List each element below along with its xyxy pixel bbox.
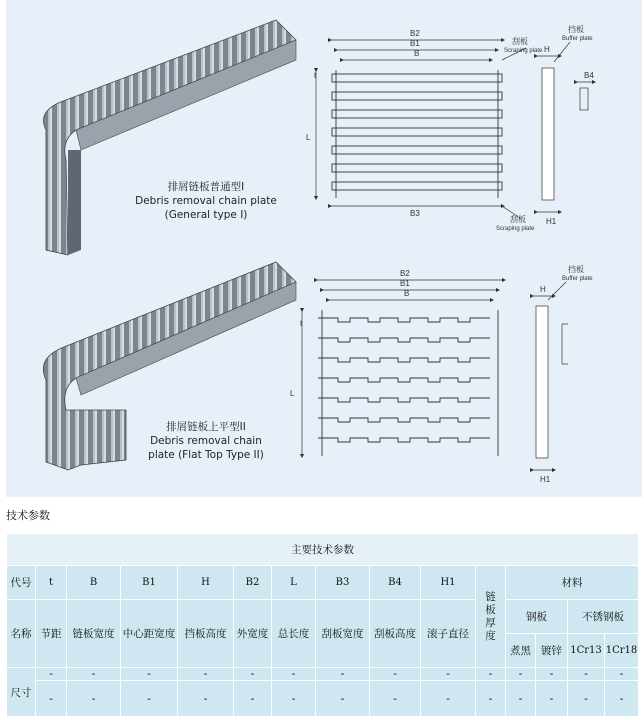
size-row-label: 尺寸	[7, 668, 36, 717]
svg-text:Buffer plate: Buffer plate	[562, 276, 593, 282]
size-cell: -	[421, 681, 476, 717]
name-cell: 滚子直径	[421, 600, 476, 668]
size-cell: -	[421, 668, 476, 681]
svg-text:Buffer plate: Buffer plate	[562, 36, 593, 42]
code-cell: B4	[370, 566, 421, 600]
size-cell: -	[67, 681, 121, 717]
size-cell: -	[272, 668, 316, 681]
steel-plate-header: 钢板	[506, 600, 568, 634]
size-cell: -	[121, 681, 178, 717]
svg-text:H: H	[540, 285, 546, 294]
parameter-table	[6, 533, 639, 717]
code-cell: B	[67, 566, 121, 600]
material-cell: 镀锌	[536, 634, 568, 668]
code-cell: B2	[234, 566, 272, 600]
section-title: 技术参数	[6, 509, 50, 522]
name-cell: 中心距宽度	[121, 600, 178, 668]
size-cell: -	[67, 668, 121, 681]
name-cell: 外宽度	[234, 600, 272, 668]
size-cell: -	[316, 668, 370, 681]
size-cell: -	[605, 681, 639, 717]
code-cell: L	[272, 566, 316, 600]
chain-drawing	[6, 0, 642, 497]
name-cell: 链板宽度	[67, 600, 121, 668]
size-cell: -	[476, 681, 506, 717]
size-cell: -	[568, 668, 605, 681]
type2-caption: 排屑链板上平型II Debris removal chain plate (Flat Top Type II)	[148, 421, 264, 461]
svg-text:B: B	[414, 49, 420, 58]
svg-text:L: L	[306, 133, 311, 142]
technical-drawing-type1	[316, 40, 594, 218]
svg-text:H: H	[544, 45, 550, 54]
technical-drawing-type2	[302, 280, 568, 470]
code-cell: B1	[121, 566, 178, 600]
size-cell: -	[121, 668, 178, 681]
svg-text:Scraping plate: Scraping plate	[496, 226, 535, 232]
size-cell: -	[36, 681, 67, 717]
size-cell: -	[178, 668, 234, 681]
type1-caption: 排屑链板普通型I Debris removal chain plate (General type I)	[135, 181, 277, 221]
svg-text:B: B	[404, 289, 410, 298]
svg-text:L: L	[290, 389, 295, 398]
svg-text:B3: B3	[410, 209, 420, 218]
size-cell: -	[370, 681, 421, 717]
size-cell: -	[536, 668, 568, 681]
size-cell: -	[178, 681, 234, 717]
stainless-plate-header: 不锈钢板	[568, 600, 639, 634]
material-cell: 1Cr13	[568, 634, 605, 668]
material-cell: 煮黑	[506, 634, 536, 668]
thickness-header: 链板厚度	[476, 566, 506, 668]
name-cell: 刮板宽度	[316, 600, 370, 668]
material-header: 材料	[506, 566, 639, 600]
size-cell: -	[476, 668, 506, 681]
table-title: 主要技术参数	[7, 534, 639, 566]
size-cell: -	[506, 681, 536, 717]
size-cell: -	[506, 668, 536, 681]
svg-text:B1: B1	[400, 279, 410, 288]
svg-text:B2: B2	[400, 269, 410, 278]
name-row-label: 名称	[7, 600, 36, 668]
size-cell: -	[605, 668, 639, 681]
size-cell: -	[536, 681, 568, 717]
size-cell: -	[316, 681, 370, 717]
name-cell: 节距	[36, 600, 67, 668]
svg-text:挡板: 挡板	[568, 25, 584, 34]
code-row-label: 代号	[7, 566, 36, 600]
svg-text:B1: B1	[410, 39, 420, 48]
code-cell: H1	[421, 566, 476, 600]
svg-text:刮板: 刮板	[512, 37, 528, 46]
svg-text:B4: B4	[584, 71, 594, 80]
material-cell: 1Cr18	[605, 634, 639, 668]
code-cell: H	[178, 566, 234, 600]
size-cell: -	[234, 681, 272, 717]
code-cell: t	[36, 566, 67, 600]
svg-text:B2: B2	[410, 29, 420, 38]
name-cell: 挡板高度	[178, 600, 234, 668]
size-cell: -	[370, 668, 421, 681]
size-cell: -	[568, 681, 605, 717]
code-cell: B3	[316, 566, 370, 600]
name-cell: 总长度	[272, 600, 316, 668]
svg-text:t: t	[300, 319, 303, 328]
product-figure	[6, 0, 642, 497]
svg-text:H1: H1	[546, 217, 557, 226]
svg-text:刮板: 刮板	[510, 215, 526, 224]
size-cell: -	[272, 681, 316, 717]
size-cell: -	[234, 668, 272, 681]
name-cell: 刮板高度	[370, 600, 421, 668]
svg-text:挡板: 挡板	[568, 265, 584, 274]
svg-text:H1: H1	[540, 475, 551, 484]
svg-text:t: t	[314, 71, 317, 80]
size-cell: -	[36, 668, 67, 681]
svg-text:Scraping plate: Scraping plate	[504, 48, 543, 54]
